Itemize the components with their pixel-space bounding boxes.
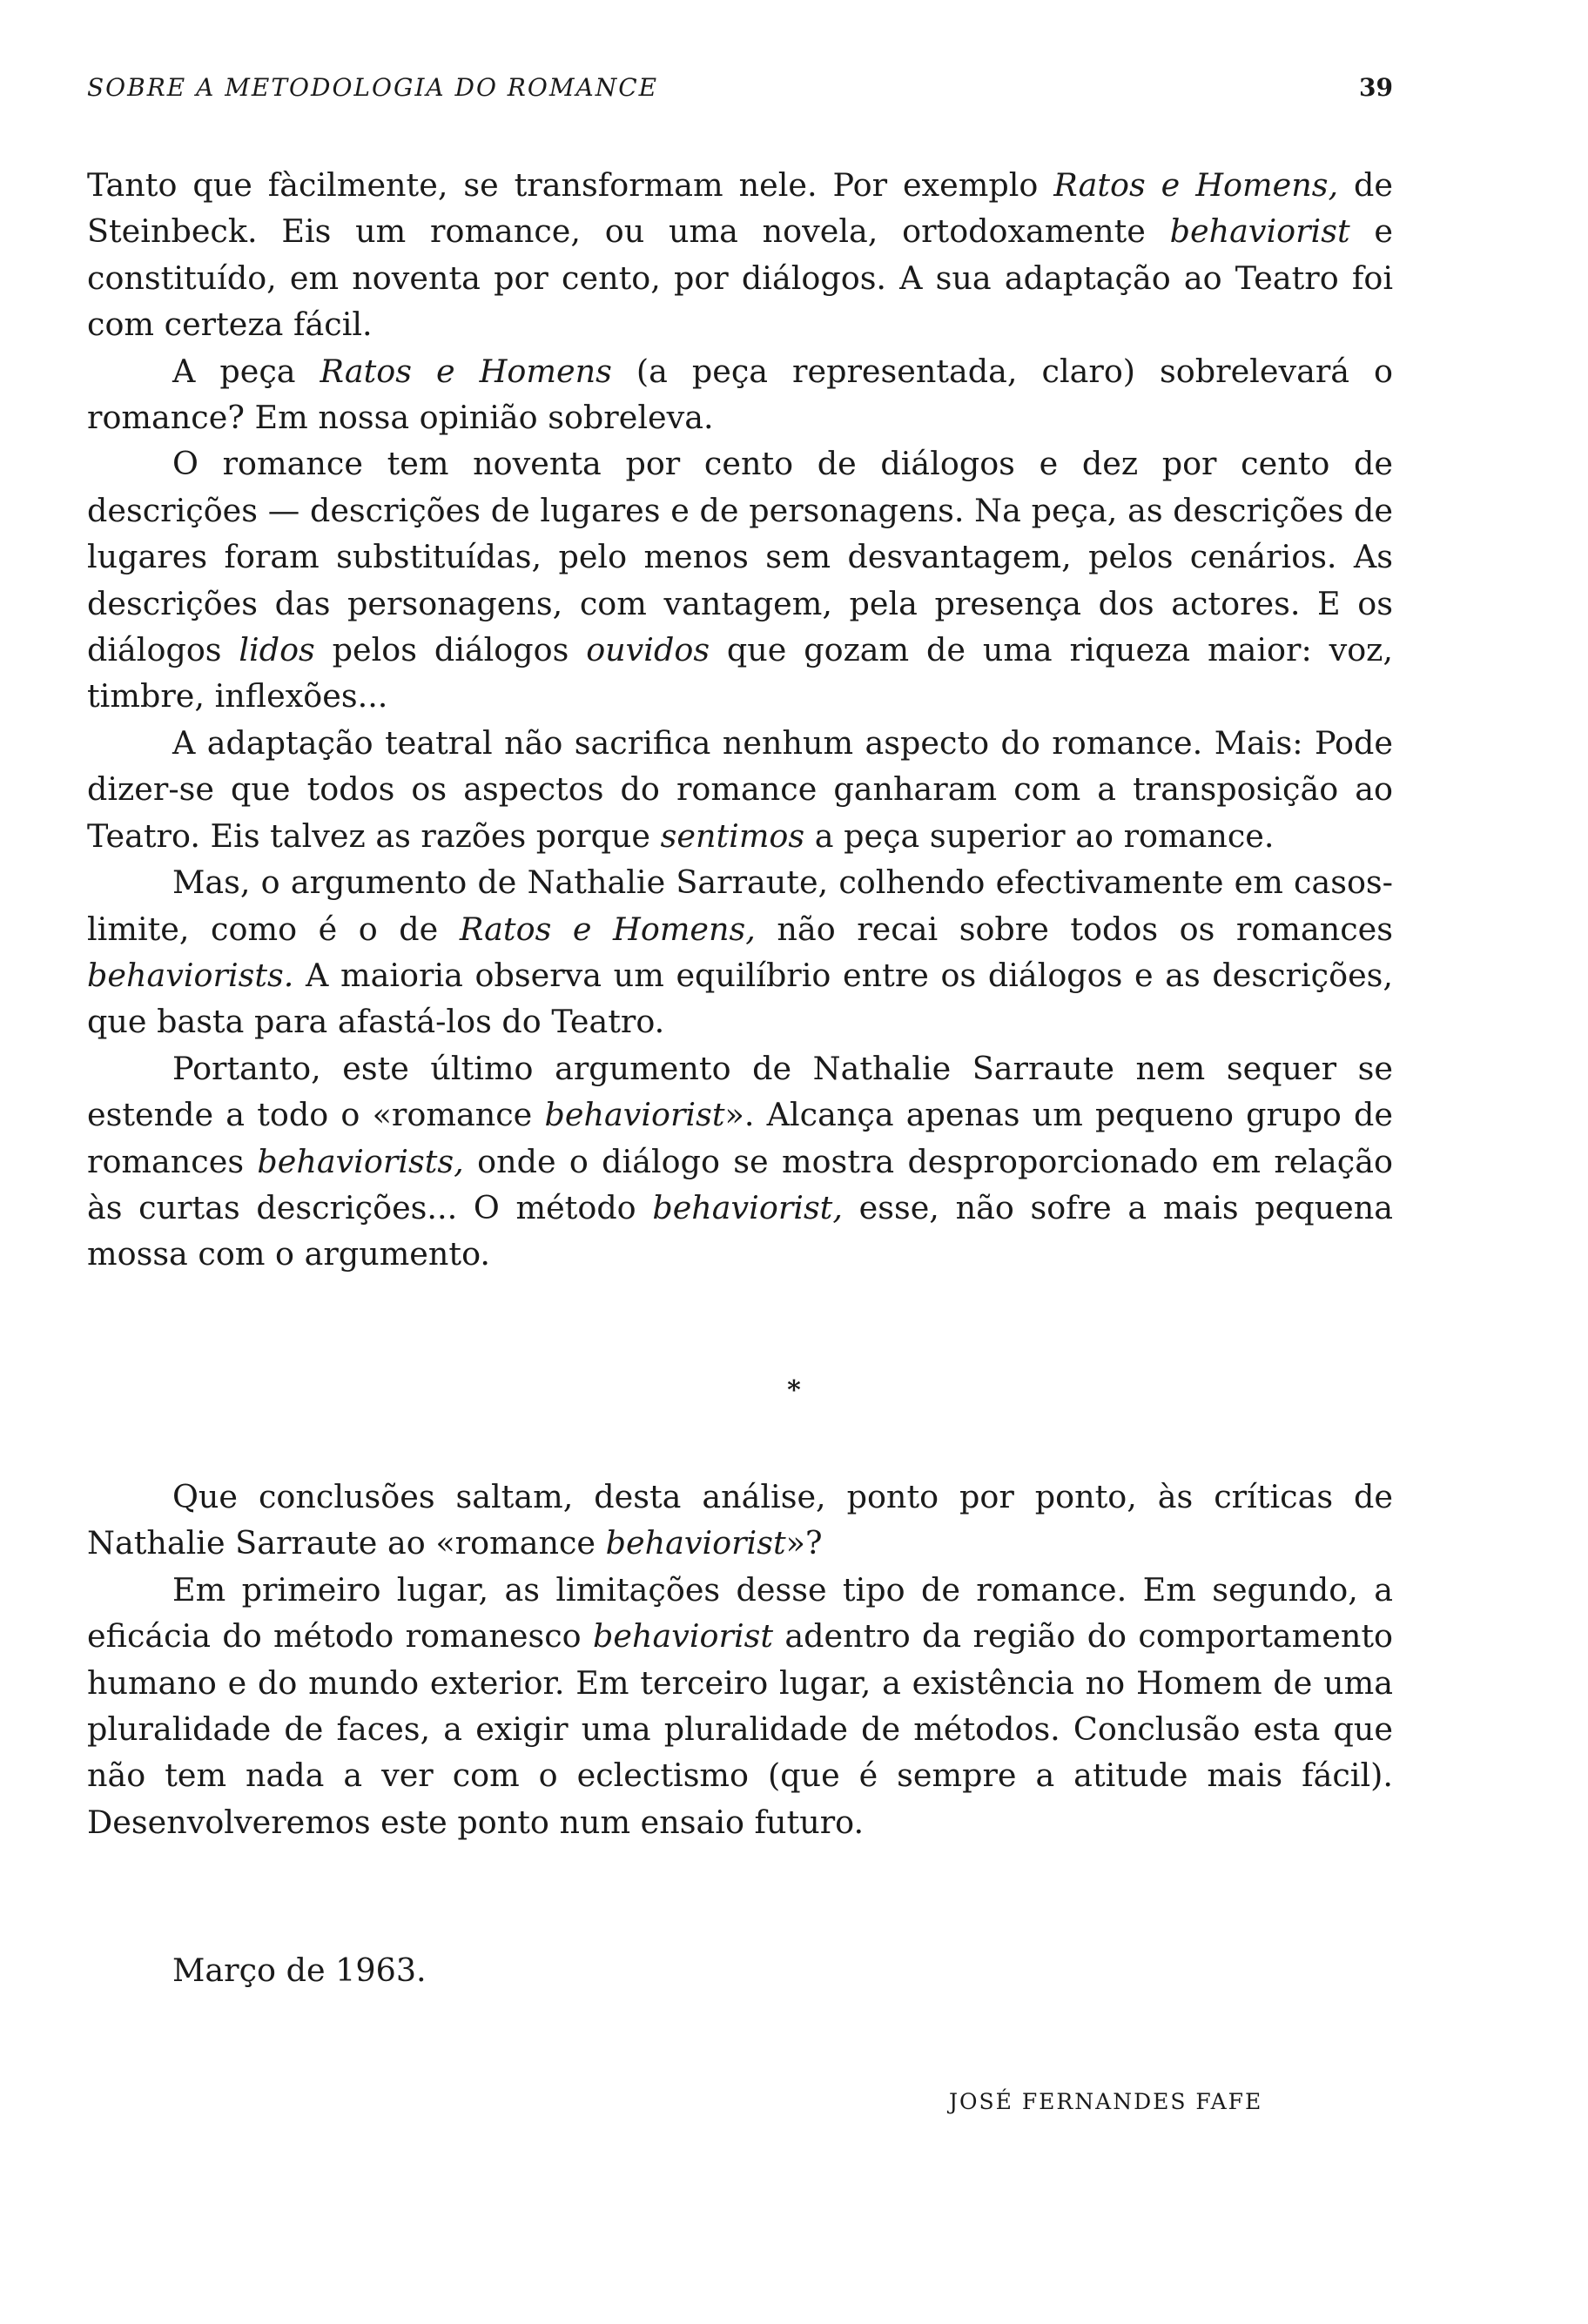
page-number: 39 [1359, 73, 1393, 102]
text-run: que gozam de uma riqueza maior: voz, timbre, inflexões... [87, 631, 1394, 715]
text-run: onde o diálogo se mostra desproporcionado em relação às curtas descrições... O método [87, 1142, 1393, 1226]
paragraph [87, 348, 1393, 441]
text-run: a peça superior ao romance. [804, 816, 1275, 855]
text-run: A maioria observa um equilíbrio entre os diálogos e as descrições, que basta para afastá-los do Teatro. [87, 956, 1393, 1041]
text-run: (a peça representada, claro) sobrelevará o romance? Em nossa opinião sobreleva. [87, 352, 1394, 437]
paragraph [87, 1045, 1393, 1278]
text-run: esse, não sofre a mais pequena mossa com o argumento. [87, 1188, 1393, 1273]
paragraph [87, 720, 1393, 859]
running-head: SOBRE A METODOLOGIA DO ROMANCE [87, 73, 659, 102]
italic-text: behaviorist [605, 1524, 786, 1562]
paragraph [87, 440, 1393, 719]
italic-text: behaviorists, [257, 1142, 464, 1180]
text-run: de Steinbeck. Eis um romance, ou uma novela, ortodoxamente [87, 166, 1393, 251]
text-run: pelos diálogos [314, 631, 587, 669]
text-run: A peça [172, 352, 320, 390]
italic-text: behaviorists. [87, 956, 294, 994]
page-header [87, 73, 1393, 108]
text-run: Em primeiro lugar, as limitações desse tipo de romance. Em segundo, a eficácia do método romanesco [87, 1570, 1393, 1656]
text-run: não recai sobre todos os romances [755, 910, 1393, 948]
italic-text: Ratos e Homens, [1053, 166, 1339, 204]
italic-text: ouvidos [586, 631, 710, 669]
author-signature: JOSÉ FERNANDES FAFE [949, 2089, 1263, 2114]
italic-text: behaviorist, [652, 1188, 843, 1226]
italic-text: Ratos e Homens [320, 352, 612, 390]
text-run: Portanto, este último argumento de Nathalie Sarraute nem sequer se estende a todo o «romance [87, 1049, 1393, 1134]
paragraph [87, 1474, 1393, 1567]
section-break-asterisk: * [787, 1375, 801, 1406]
italic-text: behaviorist [1169, 212, 1350, 251]
text-run: Mas, o argumento de Nathalie Sarraute, colhendo efectivamente em casos-limite, como é o de [87, 863, 1393, 948]
text-run: »? [785, 1524, 823, 1562]
italic-text: Ratos e Homens, [459, 910, 756, 948]
paragraph [87, 1567, 1393, 1845]
italic-text: behaviorist [544, 1096, 725, 1134]
italic-text: behaviorist [593, 1617, 774, 1656]
date-line: Março de 1963. [172, 1951, 427, 1989]
text-run: Que conclusões saltam, desta análise, ponto por ponto, às críticas de Nathalie Sarraute ao «romance [87, 1478, 1393, 1562]
paragraph [87, 162, 1393, 348]
body-text [87, 162, 1393, 1278]
paragraph [87, 859, 1393, 1045]
text-run: ». Alcança apenas um pequeno grupo de romances [87, 1096, 1393, 1180]
text-run: adentro da região do comportamento humano e do mundo exterior. Em terceiro lugar, a existência no Homem de uma pluralidade de faces, a exigir uma pluralidade de métodos. Conclusão esta que não tem nada a ver com o eclectismo (que é sempre a atitude mais fácil). Desenvolveremos este ponto num ensaio futuro. [87, 1617, 1393, 1841]
italic-text: lidos [239, 631, 315, 669]
text-run: e constituído, em noventa por cento, por diálogos. A sua adaptação ao Teatro foi com certeza fácil. [87, 212, 1393, 344]
text-run: Tanto que fàcilmente, se transformam nele. Por exemplo [87, 166, 1054, 204]
text-run: A adaptação teatral não sacrifica nenhum aspecto do romance. Mais: Pode dizer-se que todos os aspectos do romance ganharam com a transposição ao Teatro. Eis talvez as razões porque [87, 723, 1393, 855]
body-text-conclusion [87, 1474, 1393, 1845]
text-run: O romance tem noventa por cento de diálogos e dez por cento de descrições — descrições de lugares e de personagens. Na peça, as descrições de lugares foram substituídas, pelo menos sem desvantagem, pelos cenários. As descrições das personagens, com vantagem, pela presença dos actores. E os diálogos [87, 445, 1393, 669]
italic-text: sentimos [660, 816, 805, 855]
